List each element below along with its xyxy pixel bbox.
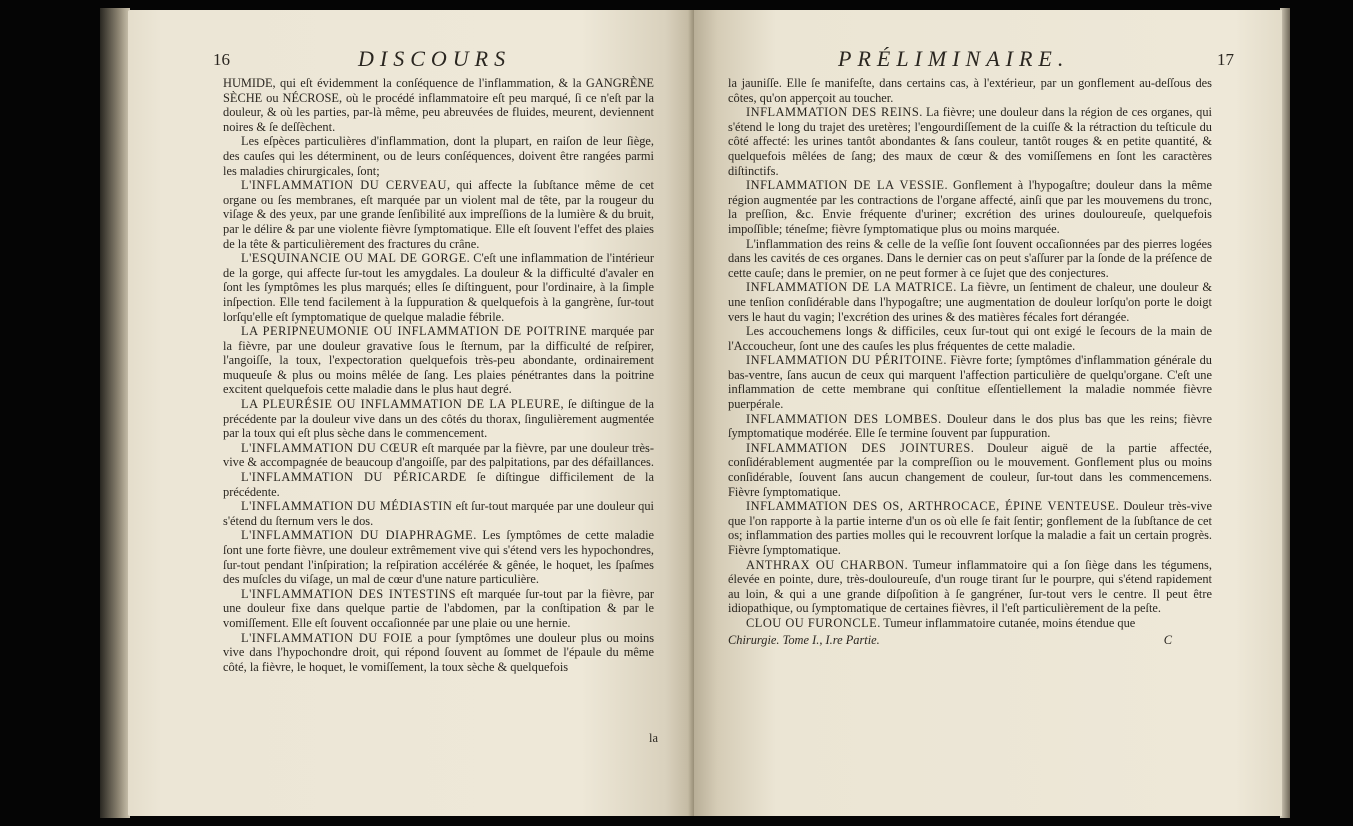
entry-heading: INFLAMMATION DE LA VESSIE (746, 178, 945, 193)
entry-heading: INFLAMMATION DES JOINTURES (746, 440, 971, 455)
entry-heading: L'INFLAMMATION DU CERVEAU (241, 178, 447, 193)
paragraph-text: Les accouchemens longs & difficiles, ceux ſur-tout qui ont exigé le ſecours de la main de l'Accoucheur, ſont une des cauſes les plus fréquentes de cette maladie. (728, 324, 1212, 353)
paragraph (728, 324, 1212, 353)
paragraph-text: . Douleur très-vive que l'on rapporte à la partie interne d'un os où elle ſe fait ſentir; gonflement de la ſubſtance de cet os; inflammation des parties molles qui le recouvrent lorſque la maladie a fait un certain progrès. Fièvre ſymptomatique. (728, 499, 1213, 557)
paragraph (223, 499, 654, 528)
paragraph (728, 280, 1212, 324)
signature-mark: C (1163, 632, 1172, 647)
signature-text: Chirurgie. Tome I., I.re Partie. (728, 632, 880, 647)
page-number-left: 16 (213, 50, 230, 69)
paragraph (728, 616, 1212, 631)
paragraph-text: . La fièvre, un ſentiment de chaleur, une douleur & une tenſion conſidérable dans l'hypogaſtre; une augmentation de douleur lorſqu'on porte le doigt vers le haut du vagin; l'excrétion des urines & des matières fécales fort dérangée. (728, 280, 1212, 324)
paragraph-text: , qui affecte la ſubſtance même de cet organe ou ſes membranes, eſt marquée par un violent mal de tête, par la rougeur du viſage & des yeux, par une grande ſenſibilité aux impreſſions de la lumière & du bruit, par le délire & par une violente fièvre ſymptomatique. Elle eſt ſouvent l'effet des plaies de la tête & particulièrement des fractures du crâne. (223, 178, 654, 251)
paragraph (728, 76, 1212, 105)
signature-line (728, 633, 1212, 649)
left-page-edge (100, 8, 130, 818)
entry-heading: INFLAMMATION DES OS, ARTHROCACE, ÉPINE VENTEUSE (746, 499, 1116, 514)
paragraph (223, 587, 654, 631)
catchword: la (649, 731, 658, 745)
paragraph-text: . Tumeur inflammatoire qui a ſon ſiège dans les tégumens, élevée en pointe, dure, très-douloureuſe, d'un rouge tirant ſur le pourpre, qui s'étend rapidement au loin, & qui a une grande diſpoſition à ſe gangréner, ſur-tout vers le centre. Il peut être idiopathique, ou ſymptomatique de certaines fièvres, il l'eſt particulièrement de la peſte. (728, 557, 1212, 616)
paragraph (728, 499, 1212, 557)
paragraph-text: , ſe diſtingue de la précédente par la douleur vive dans un des côtés du thorax, ſingulièrement augmentée par la toux qui eſt plus sèche dans le commencement. (223, 397, 654, 441)
right-page-header (728, 46, 1234, 76)
paragraph-text: la jauniſſe. Elle ſe manifeſte, dans certains cas, à l'extérieur, par un gonflement au-deſſous des côtes, qu'on apperçoit au toucher. (728, 76, 1212, 105)
paragraph-text: eſt marquée ſur-tout par la fièvre, par une douleur fixe dans quelque partie de l'abdomen, par la conſtipation & par le vomiſſement. Elle eſt ſouvent occaſionnée par une plaie ou une hernie. (223, 586, 654, 630)
paragraph-text: eſt ſur-tout marquée par une douleur qui s'étend du ſternum vers le dos. (223, 499, 654, 528)
entry-heading: L'INFLAMMATION DU PÉRICARDE (241, 470, 467, 485)
paragraph-text: marquée par la fièvre, par une douleur gravative ſous le ſternum, par la difficulté de reſpirer, l'angoiſſe, la toux, l'expectoration quelquefois très-peu abondante, ordinairement muqueuſe & plus ou moins mêlée de ſang. Les plaies pénétrantes dans la poitrine excitent quelquefois cette maladie dans le plus haut degré. (223, 324, 655, 397)
paragraph (223, 441, 654, 470)
entry-heading: L'INFLAMMATION DES INTESTINS (241, 586, 457, 601)
paragraph-text: a pour ſymptômes une douleur plus ou moins vive dans l'hypochondre droit, qui répond ſouvent au ſommet de l'épaule du même côté, la fièvre, le hoquet, le vomiſſement, la toux sèche & quelquefois (223, 630, 655, 674)
paragraph (728, 237, 1212, 281)
left-page-header (213, 46, 654, 76)
left-page-body (223, 76, 654, 674)
running-head-left: DISCOURS (358, 46, 512, 71)
entry-heading: L'ESQUINANCIE OU MAL DE GORGE (241, 251, 467, 266)
paragraph (728, 105, 1212, 178)
entry-heading: INFLAMMATION DE LA MATRICE (746, 280, 954, 295)
entry-heading: LA PERIPNEUMONIE OU INFLAMMATION DE POITRINE (241, 324, 587, 339)
paragraph (223, 324, 654, 397)
paragraph-text: . Douleur aiguë de la partie affectée, conſidérablement augmentée par la compreſſion ou le mouvement. Gonflement plus ou moins conſidérable, ſouvent ſans aucun changement de couleur, ſur-tout dans les commencemens. Fièvre ſymptomatique. (728, 440, 1213, 499)
entry-heading: INFLAMMATION DU PÉRITOINE (746, 353, 944, 368)
paragraph (223, 76, 654, 134)
paragraph (223, 251, 654, 324)
paragraph-text: . Fièvre forte; ſymptômes d'inflammation générale du bas-ventre, ſans aucun de ceux qui marquent l'affection particulière de quelqu'organe. C'eſt une inflammation de cette membrane qui conſtitue eſſentiellement la maladie nommée fièvre puerpérale. (728, 353, 1212, 412)
entry-heading: ANTHRAX OU CHARBON (746, 557, 905, 572)
entry-heading: LA PLEURÉSIE OU INFLAMMATION DE LA PLEURE (241, 397, 561, 412)
paragraph (728, 178, 1212, 236)
page-number-right: 17 (1217, 50, 1234, 69)
paragraph-text: . C'eſt une inflammation de l'intérieur de la gorge, qui affecte ſur-tout les amygdales. La douleur & la difficulté d'avaler en ſont les ſymptômes les plus marqués; elles ſe diſtinguent, pour l'ordinaire, à la ſimple inſpection. Elle tend facilement à la ſuppuration & quelquefois à la gangrène, ſur-tout lorſqu'elle eſt ſymptomatique de quelque maladie fébrile. (223, 251, 654, 324)
entry-heading: INFLAMMATION DES REINS (746, 105, 920, 120)
entry-heading: L'INFLAMMATION DU CŒUR (241, 440, 419, 455)
right-page (694, 10, 1282, 816)
right-page-body (728, 76, 1212, 631)
paragraph (728, 353, 1212, 411)
entry-heading: L'INFLAMMATION DU DIAPHRAGME (241, 528, 474, 543)
paragraph (728, 412, 1212, 441)
entry-heading: INFLAMMATION DES LOMBES (746, 411, 939, 426)
paragraph-text: ſe diſtingue difficilement de la précédente. (223, 470, 654, 499)
paragraph-text: . Tumeur inflammatoire cutanée, moins étendue que (877, 615, 1136, 630)
paragraph-text: eſt marquée par la fièvre, par une douleur très-vive & accompagnée de beaucoup d'angoiſſe, par des palpitations, par des défaillances. (223, 440, 654, 470)
paragraph-text: . Les ſymptômes de cette maladie ſont une forte fièvre, une douleur extrêmement vive qui s'étend vers les hypochondres, ſur-tout pendant l'inſpiration; la reſpiration accélérée & gênée, le hoquet, les ſpaſmes des muſcles du viſage, un mal de cœur d'une nature particulière. (223, 528, 655, 587)
running-head-right: PRÉLIMINAIRE. (838, 46, 1070, 71)
paragraph-text: . Douleur dans le dos plus bas que les reins; fièvre ſymptomatique modérée. Elle ſe termine ſouvent par ſuppuration. (728, 411, 1212, 441)
paragraph (223, 631, 654, 675)
paragraph (223, 134, 654, 178)
paragraph-text: . La fièvre; une douleur dans la région de ces organes, qui s'étend le long du trajet des uretères; l'engourdiſſement de la cuiſſe & la rétraction du teſticule du côté affecté: les urines tantôt abondantes & ſans couleur, tantôt rouges & en petite quantité, & quelquefois mêlées de ſang; des maux de cœur & des vomiſſemens en ſont les caractères diſtinctifs. (728, 105, 1212, 178)
paragraph-text: Les eſpèces particulières d'inflammation, dont la plupart, en raiſon de leur ſiège, des cauſes qui les déterminent, ou de leurs conſéquences, doivent être rangées parmi les maladies chirurgicales, ſont; (223, 134, 654, 178)
paragraph-text: HUMIDE, qui eſt évidemment la conſéquence de l'inflammation, & la GANGRÈNE SÈCHE ou NÉCROSE, où le procédé inflammatoire eſt peu marqué, ſi ce n'eſt par la douleur, & où les parties, par-là même, peu abreuvées de fluides, meurent, deviennent noires & ſe deſſèchent. (223, 76, 654, 134)
paragraph (223, 470, 654, 499)
paragraph-text: L'inflammation des reins & celle de la veſſie ſont ſouvent occaſionnées par des pierres logées dans les cavités de ces organes. Dans le dernier cas on peut s'aſſurer par la ſonde de la préſence de cette cauſe; dans le premier, on ne peut former à ce ſujet que des conjectures. (728, 236, 1212, 280)
entry-heading: L'INFLAMMATION DU MÉDIASTIN (241, 499, 453, 514)
left-page (128, 10, 694, 816)
paragraph-text: . Gonflement à l'hypogaſtre; douleur dans la même région augmentée par les contractions de l'organe affecté, ainſi que par les mouvemens du tronc, la preſſion, &c. Envie fréquente d'uriner; excrétion des urines douloureuſe, quelquefois impoſſible; téneſme; fièvre ſymptomatique plus ou moins marquée. (728, 178, 1212, 236)
paragraph (728, 558, 1212, 616)
paragraph (223, 528, 654, 586)
paragraph (728, 441, 1212, 499)
entry-heading: CLOU OU FURONCLE (746, 615, 878, 630)
paragraph (223, 397, 654, 441)
entry-heading: L'INFLAMMATION DU FOIE (241, 630, 413, 645)
paragraph (223, 178, 654, 251)
